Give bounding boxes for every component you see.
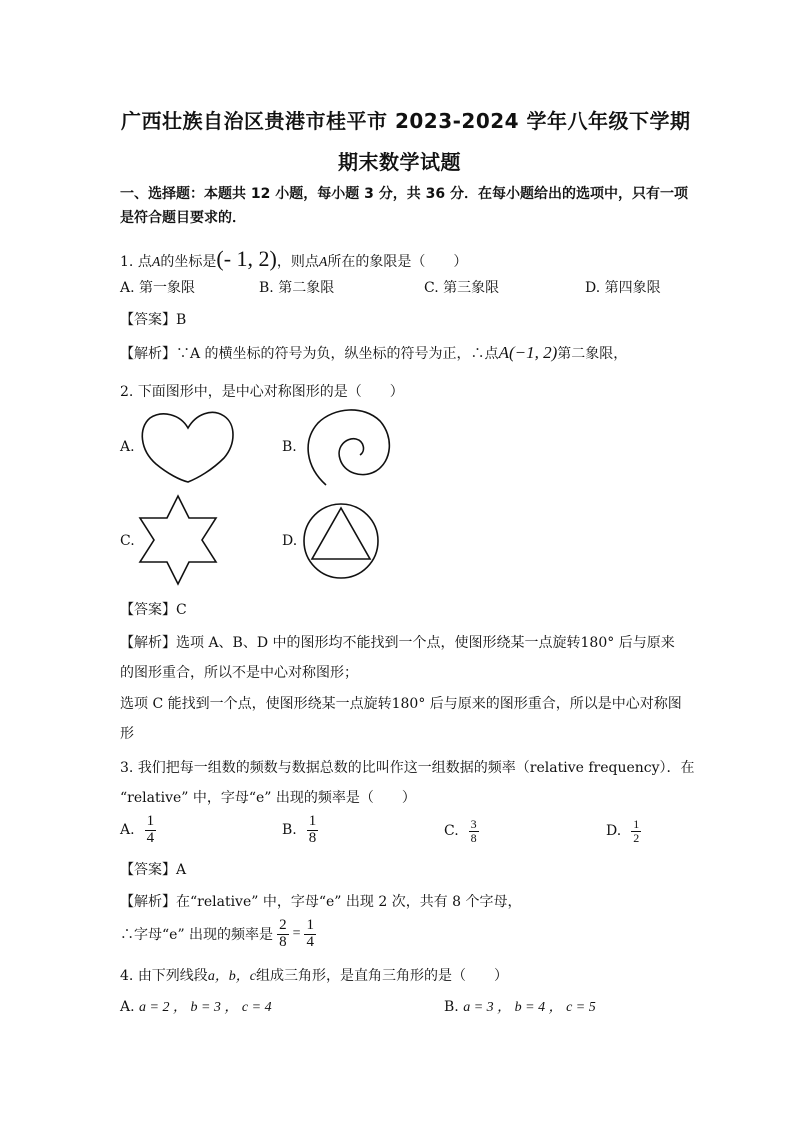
numerator: 1: [308, 813, 317, 829]
option-letter: C.: [424, 280, 439, 296]
question-3-stem-line2: “relative” 中，字母“e” 出现的频率是（ ）: [120, 790, 416, 806]
analysis-text: 在“relative” 中，字母“e” 出现 2 次，共有 8 个字母，: [176, 894, 522, 910]
denominator: 8: [279, 933, 287, 950]
denominator: 8: [470, 830, 477, 845]
fraction: [304, 918, 316, 951]
option-letter: D.: [606, 823, 622, 840]
analysis-text: 第二象限，: [557, 346, 628, 362]
option-d[interactable]: [585, 277, 661, 297]
option-a[interactable]: [120, 277, 195, 297]
answer-value: B: [176, 312, 187, 328]
analysis-3-line1: [120, 891, 522, 911]
option-b[interactable]: B.: [282, 439, 297, 455]
fraction: [631, 818, 641, 844]
option-a[interactable]: A.: [120, 439, 135, 455]
stem-text: 下面图形中，是中心对称图形的是（ ）: [137, 384, 404, 400]
point-label: A: [151, 255, 161, 270]
question-2-stem: [120, 381, 404, 401]
option-text: 第四象限: [604, 280, 661, 296]
analysis-3-line2: [120, 918, 316, 951]
fraction: [469, 818, 479, 844]
answer-value: A: [176, 862, 187, 878]
section-header-line2: 是符合题目要求的．: [120, 210, 246, 226]
fraction: [145, 814, 157, 847]
option-letter: B.: [259, 280, 274, 296]
option-text: a = 3 ， b = 4 ， c = 5: [463, 1000, 596, 1015]
answer-1: [120, 309, 186, 329]
question-1-stem: [120, 246, 467, 272]
option-c[interactable]: C.: [120, 533, 135, 549]
stem-text: 组成三角形，是直角三角形的是（ ）: [256, 968, 509, 984]
option-letter: C.: [444, 823, 459, 840]
question-3-stem-line1: [120, 757, 695, 777]
answer-2: [120, 599, 187, 619]
document-title-line1: 广西壮族自治区贵港市桂平市 2023-2024 学年八年级下学期: [121, 109, 691, 133]
answer-value: C: [176, 602, 187, 618]
question-number: 4.: [120, 968, 134, 984]
stem-text: 所在的象限是（ ）: [327, 254, 468, 270]
variables: a，b，c: [207, 969, 257, 984]
option-b[interactable]: [259, 277, 334, 297]
option-text: a = 2 ， b = 3 ， c = 4: [139, 1000, 272, 1015]
option-letter: D.: [585, 280, 601, 296]
numerator: 3: [470, 817, 477, 831]
star-icon: [138, 496, 218, 584]
section-header-line1: 一、选择题：本题共 12 小题，每小题 3 分，共 36 分．在每小题给出的选项中，只有一项: [120, 186, 688, 202]
answer-tag: 【答案】: [120, 862, 176, 878]
option-letter: A.: [120, 280, 135, 296]
option-b[interactable]: [444, 996, 596, 1016]
triangle-in-circle-icon: [302, 502, 380, 580]
option-letter: A.: [120, 999, 135, 1015]
stem-text: 点: [137, 254, 152, 270]
numerator: 1: [633, 817, 640, 831]
analysis-text: ∴字母“e” 出现的频率是: [120, 927, 274, 944]
stem-text: 由下列线段: [137, 968, 208, 984]
heart-icon: [140, 410, 236, 484]
analysis-2-line3: 选项 C 能找到一个点，使图形绕某一点旋转180° 后与原来的图形重合，所以是中心对称图: [120, 696, 682, 712]
option-c[interactable]: [424, 277, 499, 297]
question-number: 2.: [120, 384, 134, 400]
option-c[interactable]: [444, 818, 479, 844]
equals-sign: =: [292, 926, 301, 942]
analysis-1: [120, 343, 627, 363]
denominator: 4: [146, 829, 155, 846]
analysis-tag: 【解析】: [120, 635, 176, 651]
stem-text: 我们把每一组数的频数与数据总数的比叫作这一组数据的频率（relative frequency）．在: [137, 760, 695, 776]
question-number: 3.: [120, 760, 134, 776]
stem-text: ，则点: [276, 254, 319, 270]
answer-tag: 【答案】: [120, 312, 176, 328]
option-d[interactable]: [606, 818, 641, 844]
analysis-text: ∵A 的横坐标的符号为负，纵坐标的符号为正，∴点: [176, 346, 499, 362]
option-a[interactable]: [120, 996, 272, 1016]
fraction: [277, 918, 289, 951]
option-d[interactable]: D.: [282, 533, 298, 549]
spiral-icon: [300, 405, 396, 491]
analysis-tag: 【解析】: [120, 894, 176, 910]
answer-tag: 【答案】: [120, 602, 176, 618]
point-label: A: [318, 255, 328, 270]
option-text: 第三象限: [443, 280, 500, 296]
option-b[interactable]: [282, 814, 318, 847]
fraction: [307, 814, 319, 847]
coordinate: (- 1, 2): [216, 246, 277, 271]
answer-3: [120, 859, 186, 879]
numerator: 1: [146, 813, 155, 829]
option-a[interactable]: [120, 814, 156, 847]
option-letter: A.: [120, 822, 135, 839]
option-text: 第二象限: [278, 280, 335, 296]
analysis-text: 选项 A、B、D 中的图形均不能找到一个点，使图形绕某一点旋转180° 后与原来: [176, 635, 675, 651]
option-letter: B.: [282, 822, 297, 839]
stem-text: 的坐标是: [160, 254, 217, 270]
analysis-2-line2: 的图形重合，所以不是中心对称图形；: [120, 665, 358, 681]
denominator: 4: [306, 933, 314, 950]
option-text: 第一象限: [139, 280, 196, 296]
option-letter: B.: [444, 999, 459, 1015]
point-expression: A(−1, 2): [498, 343, 558, 362]
denominator: 8: [308, 829, 317, 846]
document-title-line2: 期末数学试题: [338, 150, 461, 174]
denominator: 2: [633, 830, 640, 845]
analysis-tag: 【解析】: [120, 346, 176, 362]
numerator: 2: [279, 917, 287, 933]
analysis-2-line4: 形: [120, 726, 134, 742]
analysis-2-line1: [120, 632, 675, 652]
numerator: 1: [306, 917, 314, 933]
question-number: 1.: [120, 254, 134, 270]
question-4-stem: [120, 965, 508, 985]
